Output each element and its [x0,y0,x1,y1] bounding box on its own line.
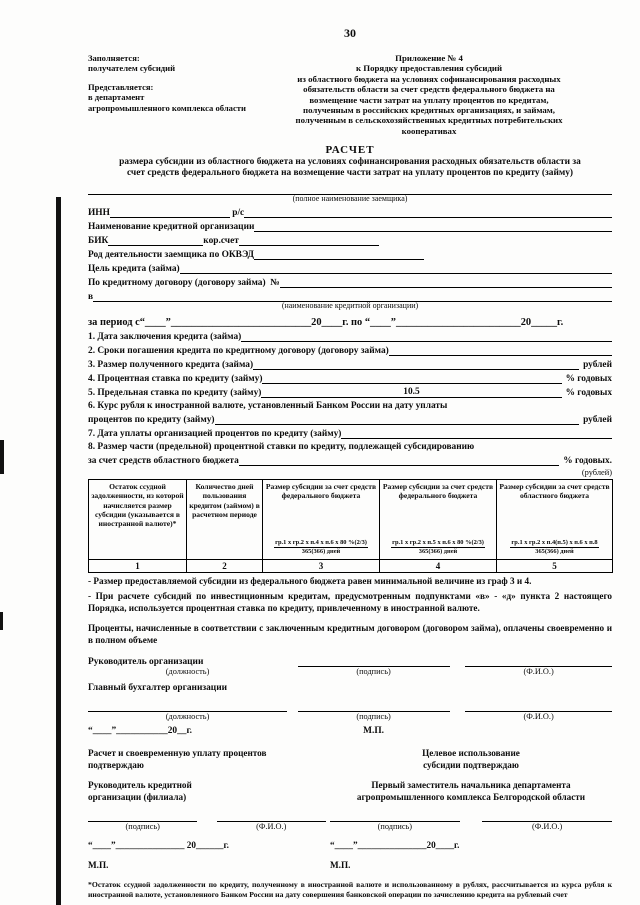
korschet-field [239,235,379,246]
col-5-header [497,480,613,560]
signature-caption: (подпись) [377,822,413,832]
item-4-field [262,373,561,384]
appendix-line: полученным в российских кредитных организациях, и займам, [303,104,555,115]
page-number: 30 [344,26,356,40]
appendix-line: полученным в сельскохозяйственных кредитных потребительских [295,115,563,126]
appendix-line: Приложение № 4 [395,53,463,63]
note-1: - Размер предоставляемой субсидии из федерального бюджета равен минимальной величине из граф 3 и 4. [88,576,532,587]
col-number: 3 [263,560,380,573]
item-3-unit: рублей [583,360,612,371]
borrower-name-caption: (полное наименование заемщика) [292,193,408,203]
item-2-field [389,345,612,356]
inn-field [110,207,230,218]
fio-line [465,701,612,712]
item-8-unit: % годовых. [563,456,612,467]
col-number: 4 [380,560,497,573]
fio-line [465,656,612,667]
document-content [88,26,612,900]
position-caption: (должность) [165,712,210,722]
document-title [88,144,612,180]
bank-confirm-line-1: Расчет и своевременную уплату процентов [88,748,267,759]
title-sub-line: размера субсидии из областного бюджета на условиях софинансирования расходных обязательств области за [119,157,581,168]
footnote: *Остаток ссудной задолженности по кредиту, полученному в иностранной валюте и использованному в рублях, рассчитывается из курса рубля к иностранной валюте, установленного Банком России на дату совершения банковской операции по зачислению кредита на рублевый счет [88,879,612,899]
chief-accountant-lines [88,701,612,712]
item-6-label-1: 6. Курс рубля к иностранной валюте, установленный Банком России на дату уплаты [88,401,448,412]
scan-artifact-mark [0,612,3,630]
in-org-line [88,291,612,302]
inn-line [88,207,612,218]
bik-field [108,235,203,246]
chief-accountant-captions [88,712,612,722]
in-org-field [93,291,612,302]
bank-signature-captions [88,822,326,832]
signature-caption: (подпись) [356,712,391,722]
dept-confirm-line-2: субсидии подтверждаю [423,759,519,770]
item-5-value: 10.5 [389,387,433,398]
dept-role-line-1: Первый заместитель начальника департамента [371,780,571,791]
table-number-row [89,560,613,573]
appendix-line: из областного бюджета на условиях софинансирования расходных [297,73,561,84]
date-seal-row [88,726,612,736]
chief-accountant-row [88,683,612,693]
col-1-header: Остаток ссудной задолженности, из которой начисляется размер субсидии (указывается в иностранной валюте)* [89,480,187,560]
col-5-title: Размер субсидии за счет средств областного бюджета [499,482,610,501]
item-3 [88,359,612,370]
signature-line [330,811,460,822]
contract-number-field [280,277,612,288]
col-2-header: Количество дней пользования кредитом (займом) в расчетном периоде [187,480,263,560]
dept-date-line: “____”_______________20____г. [330,839,460,850]
account-field [244,207,612,218]
head-of-org-label: Руководитель организации [88,657,204,668]
interest-paid-statement: Проценты, начисленные в соответствии с заключенным кредитным договором (договором займа), оплачены своевременно и в полном объеме [88,623,612,646]
col-number: 2 [187,560,263,573]
col-4-formula-numerator: гр.1 х гр.2 х п.5 х п.6 х 80 %(2/3) [391,539,485,549]
title-main: РАСЧЕТ [325,144,375,156]
item-3-label: 3. Размер полученного кредита (займа) [88,360,254,371]
appendix-line: обязательств области за счет средств федерального бюджета на [303,84,555,95]
item-7-label: 7. Дата уплаты организацией процентов по кредиту (займу) [88,429,342,440]
bank-seal-mark: М.П. [88,859,109,870]
fio-line [217,811,326,822]
col-3-header [263,480,380,560]
signature-caption: (подпись) [356,667,391,677]
signature-caption: (подпись) [125,822,160,832]
appendix-block [246,53,612,136]
item-4-label: 4. Процентная ставка по кредиту (займу) [88,374,263,385]
item-7 [88,428,612,439]
scan-artifact-mark [0,440,4,474]
item-3-field [253,359,579,370]
bank-confirm-line-2: подтверждаю [88,759,144,770]
appendix-line: к Порядку предоставления субсидий [355,63,503,74]
item-1 [88,331,612,342]
signature-line [298,701,450,712]
item-6-line-2 [88,414,612,425]
dept-signature-captions [330,822,612,832]
submitted-to-value-1: в департамент [88,92,145,103]
organization-signatures [88,656,612,736]
submitted-to-label: Представляется: [88,82,154,93]
fio-caption: (Ф.И.О.) [523,667,554,677]
appendix-line: кооперативах [401,125,457,136]
purpose-label: Цель кредита (займа) [88,263,180,274]
header-left-block [88,53,246,136]
head-of-org-captions [88,667,612,677]
approval-columns [88,748,612,870]
item-4 [88,373,612,384]
col-5-formula-denominator: 365(366) дней [535,548,574,556]
credit-org-line [88,221,612,232]
table-header-row [89,480,613,560]
bank-approval-column [88,748,326,870]
head-of-org-row [88,656,612,667]
col-number: 5 [497,560,613,573]
seal-mark: М.П. [363,726,384,737]
appendix-line: возмещение части затрат на уплату процентов по кредитам, [309,94,549,105]
item-6-field [215,414,580,425]
position-line [88,701,287,712]
fio-caption: (Ф.И.О.) [256,822,287,832]
col-4-title: Размер субсидии за счет средств федерального бюджета [382,482,494,501]
fio-line [482,811,612,822]
col-4-formula-denominator: 365(366) дней [418,548,458,556]
item-1-field [241,331,612,342]
credit-org-field [254,221,612,232]
col-4-header [380,480,497,560]
title-sub-line: счет средств федерального бюджета на возмещение части затрат на уплату процентов по кредиту (займу) [126,168,574,179]
item-8-label-1: 8. Размер части (предельной) процентной ставки по кредиту, подлежащей субсидированию [88,442,475,453]
credit-org-label: Наименование кредитной организации [88,221,255,232]
item-7-field [341,428,612,439]
col-3-formula-numerator: гр.1 х гр.2 х п.4 х п.6 х 80 %(2/3) [274,539,368,549]
in-label: в [88,291,94,302]
item-6-line-1 [88,401,612,411]
department-approval-column [330,748,612,870]
dept-confirm-line-1: Целевое использование [422,748,520,759]
col-4-formula [382,539,494,557]
col-5-formula [499,539,610,557]
okved-label: Род деятельности заемщика по ОКВЭД [88,249,254,260]
col-3-formula [265,539,377,557]
signature-line [298,656,450,667]
col-number: 1 [89,560,187,573]
position-caption: (должность) [165,667,210,677]
contract-label: По кредитному договору (договору займа) № [88,277,280,288]
signature-line [88,811,197,822]
filled-by-label: Заполняется: [88,53,140,63]
item-4-unit: % годовых [565,374,612,385]
subsidy-calculation-table [88,479,613,573]
item-8-line-1 [88,442,612,452]
date-line: “____”___________20__г. [88,726,192,737]
bank-signature-lines [88,811,326,822]
chief-accountant-label: Главный бухгалтер организации [88,683,228,694]
okved-line [88,249,612,260]
item-8-label-2: за счет средств областного бюджета [88,456,239,467]
korschet-label: кор.счет [203,235,239,246]
col-5-formula-numerator: гр.1 х гр.2 х п.4(п.5) х п.6 х п.8 [510,539,598,549]
scan-artifact-left-bar [56,197,61,905]
col-3-formula-denominator: 365(366) дней [301,548,341,556]
item-2-label: 2. Сроки погашения кредита по кредитному договору (договору займа) [88,346,389,357]
inn-label: ИНН [88,207,110,218]
account-label: р/с [229,207,245,218]
note-2: - При расчете субсидий по инвестиционным кредитам, предусмотренным подпунктами «в» - «д» пункта 2 настоящего Порядка, используется процентная ставка по кредиту, привлеченному в иностранной валюте. [88,591,612,614]
bik-label: БИК [88,235,109,246]
fio-caption: (Ф.И.О.) [523,712,554,722]
item-5-field-left [261,387,389,398]
dept-seal-mark: М.П. [330,859,351,870]
dept-role-line-2: агропромышленного комплекса Белгородской области [356,791,586,802]
document-header [88,53,612,136]
item-6-unit: рублей [583,415,612,426]
item-5-field-right [434,387,562,398]
bank-role-line-1: Руководитель кредитной [88,780,192,791]
item-1-label: 1. Дата заключения кредита (займа) [88,332,242,343]
bik-line [88,235,612,246]
purpose-field [180,263,612,274]
dept-signature-lines [330,811,612,822]
bank-role-line-2: организации (филиала) [88,791,187,802]
purpose-line [88,263,612,274]
item-8-field [239,455,559,466]
item-5 [88,387,612,398]
item-2 [88,345,612,356]
col-3-title: Размер субсидии за счет средств федерального бюджета [265,482,377,501]
filled-by-value: получателем субсидий [88,63,176,74]
item-5-label: 5. Предельная ставка по кредиту (займу) [88,388,262,399]
okved-field [254,249,424,260]
item-8-line-2 [88,455,612,466]
item-6-label-2: процентов по кредиту (займу) [88,415,215,426]
credit-org-caption: (наименование кредитной организации) [281,300,419,310]
table-units-caption: (рублей) [581,468,612,478]
submitted-to-value-2: агропромышленного комплекса области [88,102,246,113]
contract-line [88,277,612,288]
fio-caption: (Ф.И.О.) [531,822,563,832]
bank-date-line: “____”_______________ 20______г. [88,839,229,850]
item-5-unit: % годовых [565,388,612,399]
period-line: за период с“____”___________________________20____г. по “____”________________________20_____г. [88,317,564,329]
